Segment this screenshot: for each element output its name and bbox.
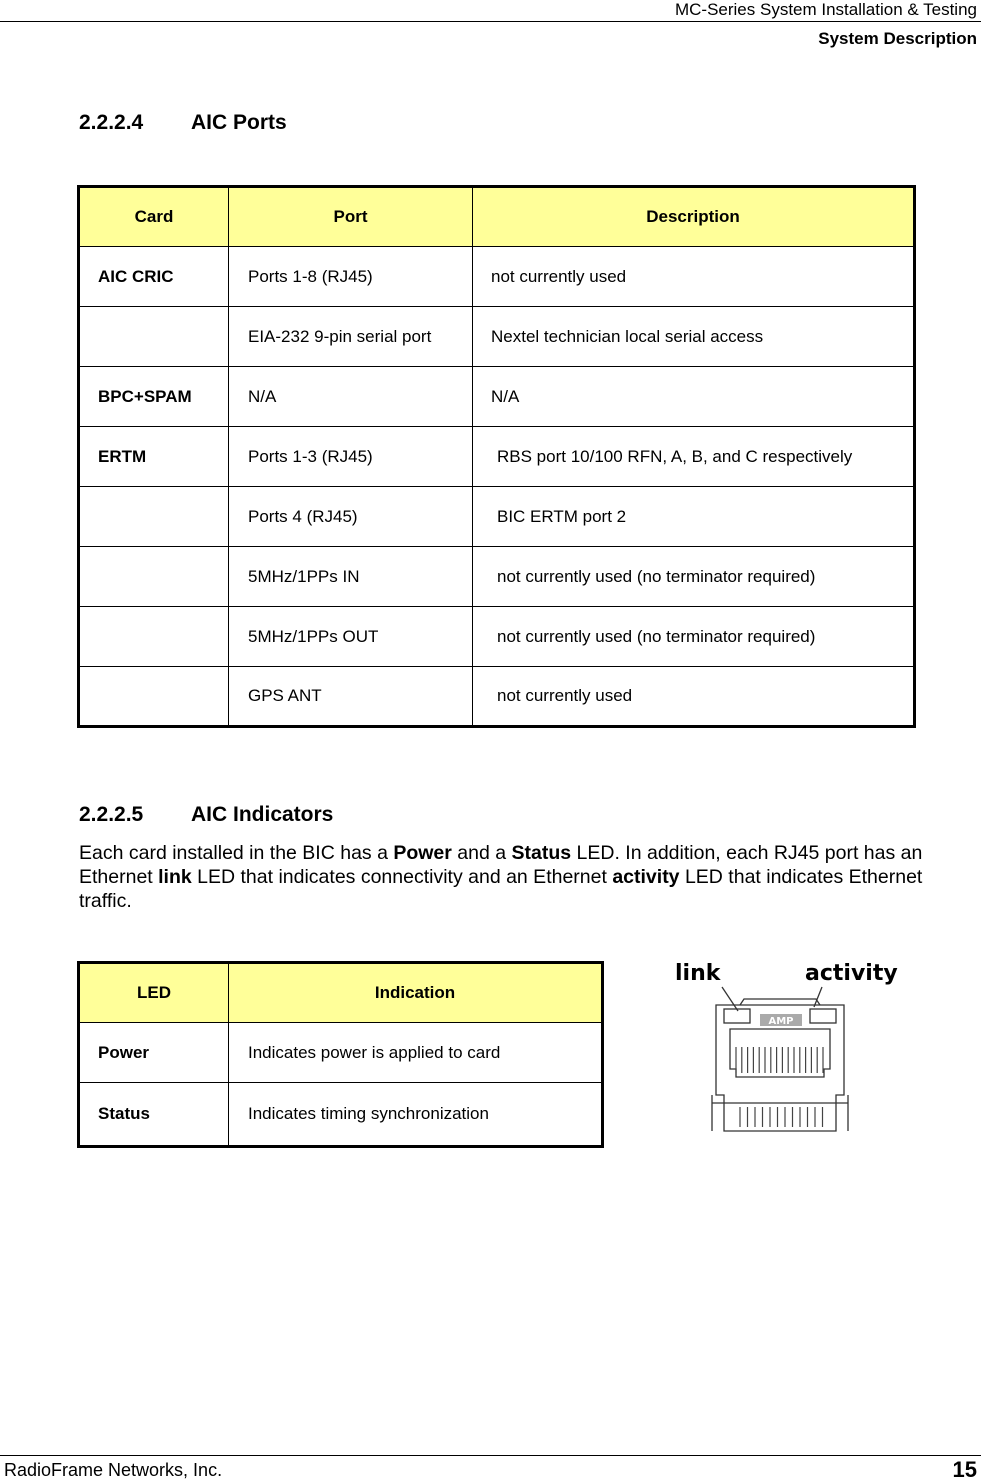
table-row <box>79 487 915 547</box>
link-led <box>724 1009 750 1023</box>
paragraph-text: LED. In addition, each RJ45 port has an Ethernet <box>79 842 923 888</box>
rj45-jack-icon <box>700 985 860 1135</box>
column-header-port: Port <box>229 187 473 247</box>
section-number: 2.2.2.4 <box>79 111 144 134</box>
footer-company: RadioFrame Networks, Inc. <box>4 1460 223 1480</box>
page-number: 15 <box>952 1457 977 1482</box>
section-title: AIC Indicators <box>191 803 334 826</box>
header-title: MC-Series System Installation & Testing <box>674 0 977 19</box>
description-cell: not currently used (no terminator required) <box>473 547 915 607</box>
column-header-indication: Indication <box>229 963 603 1023</box>
paragraph-text: LED that indicates connectivity and an Ethernet <box>191 866 613 888</box>
description-cell: not currently used <box>473 247 915 307</box>
paragraph-bold-activity: activity <box>612 866 680 888</box>
paragraph-bold-power: Power <box>393 842 452 864</box>
jack-top-lip <box>740 999 820 1005</box>
paragraph-bold-link: link <box>158 866 192 888</box>
table-row <box>79 307 915 367</box>
paragraph-text: and a <box>451 842 512 864</box>
port-cell: Ports 1-8 (RJ45) <box>229 247 473 307</box>
led-cell: Status <box>79 1083 229 1147</box>
activity-leader-line <box>814 987 822 1007</box>
led-table <box>77 961 604 1148</box>
description-cell: N/A <box>473 367 915 427</box>
link-leader-line <box>722 987 738 1011</box>
table-row <box>79 247 915 307</box>
table-row <box>79 1023 603 1083</box>
header-subtitle: System Description <box>818 29 977 48</box>
column-header-led: LED <box>79 963 229 1023</box>
card-cell <box>79 667 229 727</box>
activity-label: activity <box>805 961 898 986</box>
aic-ports-table <box>77 185 916 728</box>
column-header-card: Card <box>79 187 229 247</box>
header-rule <box>0 21 981 22</box>
plug-opening <box>730 1029 830 1077</box>
paragraph-text: Each card installed in the BIC has a <box>79 842 394 864</box>
table-row <box>79 427 915 487</box>
description-cell: not currently used (no terminator required) <box>473 607 915 667</box>
port-cell: 5MHz/1PPs OUT <box>229 607 473 667</box>
table-row <box>79 367 915 427</box>
port-cell: EIA-232 9-pin serial port <box>229 307 473 367</box>
table-row <box>79 667 915 727</box>
card-cell <box>79 547 229 607</box>
indication-cell: Indicates power is applied to card <box>229 1023 603 1083</box>
card-cell <box>79 607 229 667</box>
table-header-row <box>79 187 915 247</box>
card-cell <box>79 487 229 547</box>
port-cell: GPS ANT <box>229 667 473 727</box>
indicators-paragraph <box>79 841 969 913</box>
card-cell: BPC+SPAM <box>79 367 229 427</box>
description-cell: BIC ERTM port 2 <box>473 487 915 547</box>
paragraph-bold-status: Status <box>511 842 572 864</box>
description-cell: RBS port 10/100 RFN, A, B, and C respectively <box>473 427 915 487</box>
table-header-row <box>79 963 603 1023</box>
table-row <box>79 1083 603 1147</box>
link-label: link <box>675 961 721 986</box>
port-cell: Ports 4 (RJ45) <box>229 487 473 547</box>
card-cell <box>79 307 229 367</box>
table-row <box>79 547 915 607</box>
footer-rule <box>0 1455 981 1456</box>
port-cell: Ports 1-3 (RJ45) <box>229 427 473 487</box>
amp-brand-text: AMP <box>768 1016 794 1027</box>
port-cell: N/A <box>229 367 473 427</box>
description-cell: not currently used <box>473 667 915 727</box>
paragraph-text: LED that indicates Ethernet traffic. <box>79 866 923 912</box>
description-cell: Nextel technician local serial access <box>473 307 915 367</box>
section-title: AIC Ports <box>191 111 287 134</box>
column-header-description: Description <box>473 187 915 247</box>
table-row <box>79 607 915 667</box>
port-cell: 5MHz/1PPs IN <box>229 547 473 607</box>
card-cell: AIC CRIC <box>79 247 229 307</box>
led-cell: Power <box>79 1023 229 1083</box>
indication-cell: Indicates timing synchronization <box>229 1083 603 1147</box>
activity-led <box>810 1009 836 1023</box>
card-cell: ERTM <box>79 427 229 487</box>
section-number: 2.2.2.5 <box>79 803 144 826</box>
